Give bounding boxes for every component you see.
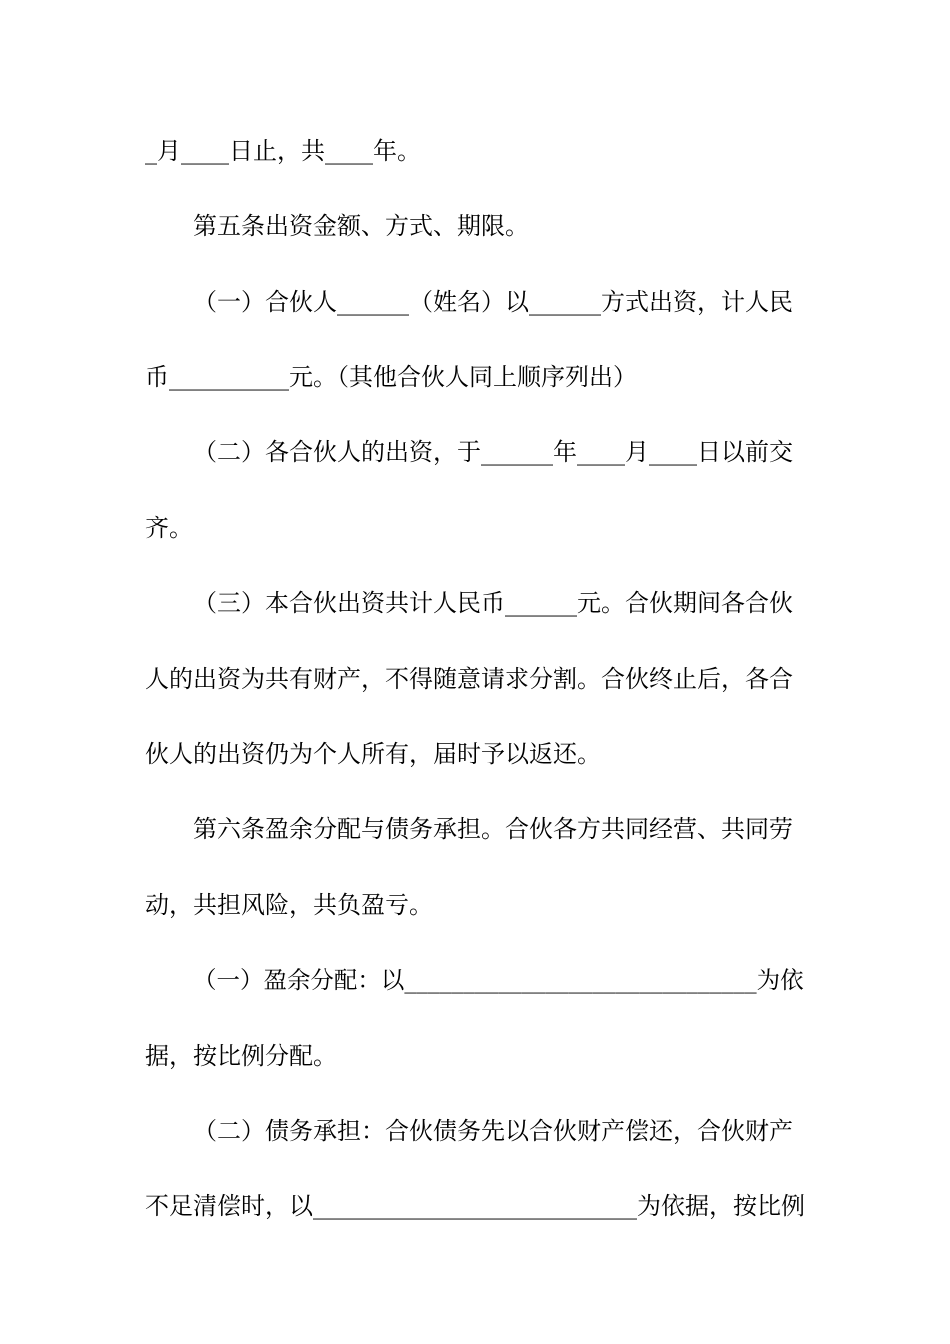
paragraph-line: 伙人的出资仍为个人所有，届时予以返还。: [145, 740, 601, 768]
paragraph-line: 动，共担风险，共负盈亏。: [145, 891, 433, 919]
paragraph-line: （二）各合伙人的出资，于______年____月____日以前交: [193, 438, 793, 466]
paragraph-line: （二）债务承担：合伙债务先以合伙财产偿还，合伙财产: [193, 1117, 793, 1145]
paragraph-line: 不足清偿时，以___________________________为依据，按比例: [145, 1192, 805, 1220]
article-six-heading: 第六条盈余分配与债务承担。合伙各方共同经营、共同劳: [193, 815, 793, 843]
paragraph-line: _月____日止，共____年。: [145, 137, 421, 165]
paragraph-line: （一）合伙人______（姓名）以______方式出资，计人民: [193, 288, 793, 316]
article-five-heading: 第五条出资金额、方式、期限。: [193, 212, 529, 240]
paragraph-line: 币__________元。（其他合伙人同上顺序列出）: [145, 363, 637, 391]
paragraph-line: （一）盈余分配：以______________________________为依: [193, 966, 804, 994]
paragraph-line: 据，按比例分配。: [145, 1042, 337, 1070]
paragraph-line: （三）本合伙出资共计人民币______元。合伙期间各合伙: [193, 589, 793, 617]
paragraph-line: 人的出资为共有财产，不得随意请求分割。合伙终止后，各合: [145, 665, 793, 693]
paragraph-line: 齐。: [145, 514, 193, 542]
